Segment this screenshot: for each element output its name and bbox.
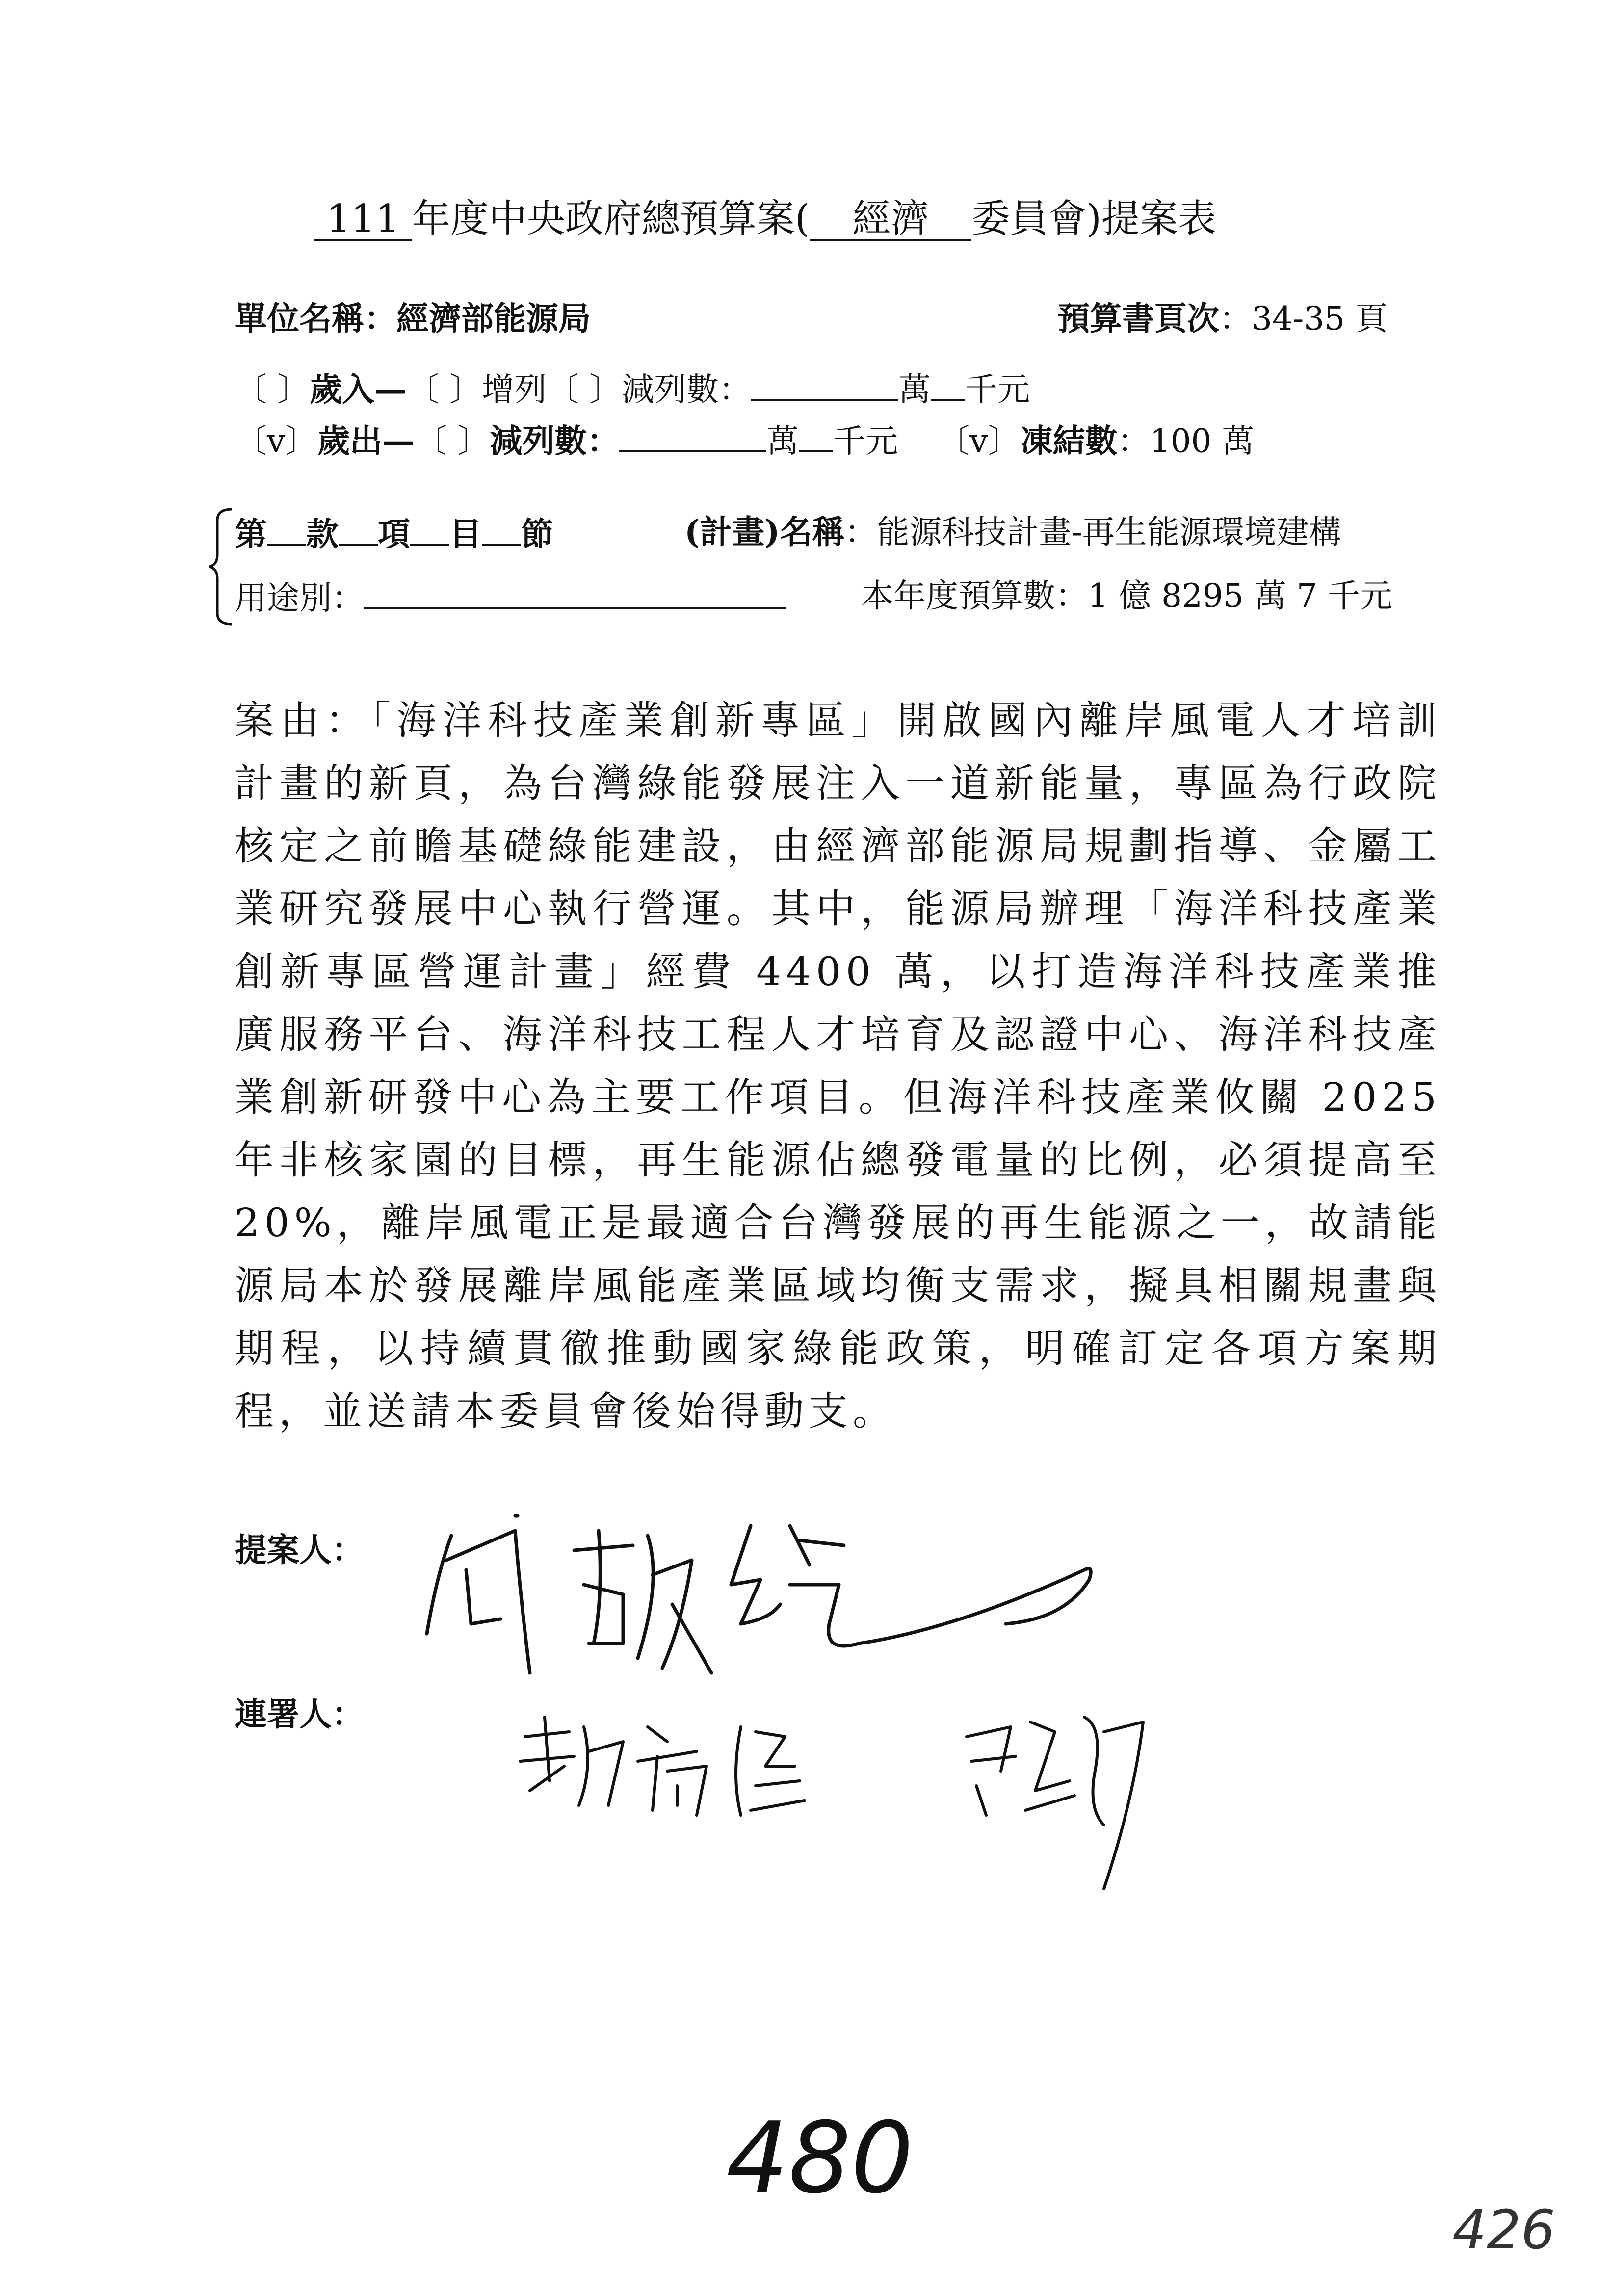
expenditure-line <box>235 419 1255 461</box>
item-di: 第 <box>235 515 267 553</box>
revenue-add-label: 增列 <box>481 370 547 409</box>
item-blank-2 <box>339 513 378 546</box>
expenditure-wan-blank <box>619 419 766 452</box>
plan-value: ：能源科技計畫-再生能源環境建構 <box>844 513 1341 551</box>
item-blank-1 <box>267 513 306 546</box>
purpose-blank <box>364 576 786 609</box>
revenue-qian: 千元 <box>965 370 1030 409</box>
page-ref-value: ：34-35 頁 <box>1219 300 1388 338</box>
plan-label: (計畫)名稱 <box>684 513 845 551</box>
unit-line <box>235 299 591 338</box>
proposer-label: 提案人： <box>235 1531 364 1569</box>
cosigner-signature-1 <box>510 1707 814 1825</box>
expenditure-wan: 萬 <box>766 422 799 460</box>
page-ref-label: 預算書頁次 <box>1057 299 1219 338</box>
revenue-wan: 萬 <box>898 370 931 409</box>
left-brace <box>205 505 235 628</box>
revenue-qian-blank <box>931 368 965 401</box>
expenditure-checkbox: 〔v〕 <box>235 422 318 460</box>
unit-label: 單位名稱： <box>235 299 396 338</box>
item-mu: 目 <box>449 515 482 553</box>
freeze-label: 凍結數 <box>1020 421 1118 460</box>
revenue-wan-blank <box>751 368 898 401</box>
purpose-line <box>235 576 786 618</box>
revenue-label: 歲入— <box>309 370 407 409</box>
item-kuan: 款 <box>306 515 339 553</box>
item-blank-3 <box>410 513 449 546</box>
expenditure-qian: 千元 <box>833 422 898 460</box>
annual-budget-value: 本年度預算數：1 億 8295 萬 7 千元 <box>861 577 1392 615</box>
handwritten-corner-number-text: 426 <box>1452 2198 1555 2261</box>
cosigner-label: 連署人： <box>235 1695 364 1733</box>
title-part2: 委員會)提案表 <box>971 197 1216 241</box>
title-year: 111 <box>314 199 412 241</box>
expenditure-reduce-label: 減列數： <box>490 421 620 460</box>
expenditure-reduce-checkbox: 〔 〕 <box>415 422 490 460</box>
item-xiang: 項 <box>378 515 410 553</box>
revenue-add-checkbox: 〔 〕 <box>406 370 482 409</box>
freeze-checkbox: 〔v〕 <box>937 422 1021 460</box>
form-title <box>314 196 1216 242</box>
handwritten-page-number <box>726 2101 914 2216</box>
revenue-reduce-checkbox: 〔 〕 <box>546 370 622 409</box>
plan-name <box>684 513 1341 551</box>
expenditure-label: 歲出— <box>317 421 415 460</box>
revenue-checkbox: 〔 〕 <box>235 370 310 409</box>
page-ref <box>1057 299 1388 338</box>
handwritten-corner-number <box>1452 2198 1555 2261</box>
annual-budget <box>861 576 1392 615</box>
revenue-reduce-label: 減列數： <box>621 370 751 409</box>
title-committee: 經濟 <box>810 199 971 241</box>
proposer-signature <box>417 1496 1104 1702</box>
cosigner-signature-2 <box>957 1702 1163 1899</box>
purpose-label: 用途別： <box>235 579 364 617</box>
unit-value: 經濟部能源局 <box>396 299 591 338</box>
item-line <box>235 513 553 554</box>
title-part1: 年度中央政府總預算案( <box>412 197 810 241</box>
proposal-reason: 案由：「海洋科技產業創新專區」開啟國內離岸風電人才培訓計畫的新頁，為台灣綠能發展注入一道新能量，專區為行政院核定之前瞻基礎綠能建設，由經濟部能源局規劃指導、金屬工業研究發展中心執行營運。其中，能源局辦理「海洋科技產業創新專區營運計畫」經費 4400 萬，以打造海洋科技產業推廣服務平台、海洋科技工程人才培育及認證中心、海洋科技產業創新研發中心為主要工作項目。但海洋科技產業攸關 2025 年非核家園的目標，再生能源佔總發電量的比例，必須提高至 20%，離岸風電正是最適合台灣發展的再生能源之一，故請能源局本於發展離岸風能產業區域均衡支需求，擬具相關規畫與期程，以持續貫徹推動國家綠能政策，明確訂定各項方案期程，並送請本委員會後始得動支。 <box>235 698 1441 1434</box>
handwritten-page-number-text: 480 <box>726 2101 914 2216</box>
revenue-line <box>235 368 1030 409</box>
expenditure-qian-blank <box>799 419 833 452</box>
item-blank-4 <box>482 513 521 546</box>
item-jie: 節 <box>521 515 553 553</box>
freeze-value: ：100 萬 <box>1117 422 1255 460</box>
